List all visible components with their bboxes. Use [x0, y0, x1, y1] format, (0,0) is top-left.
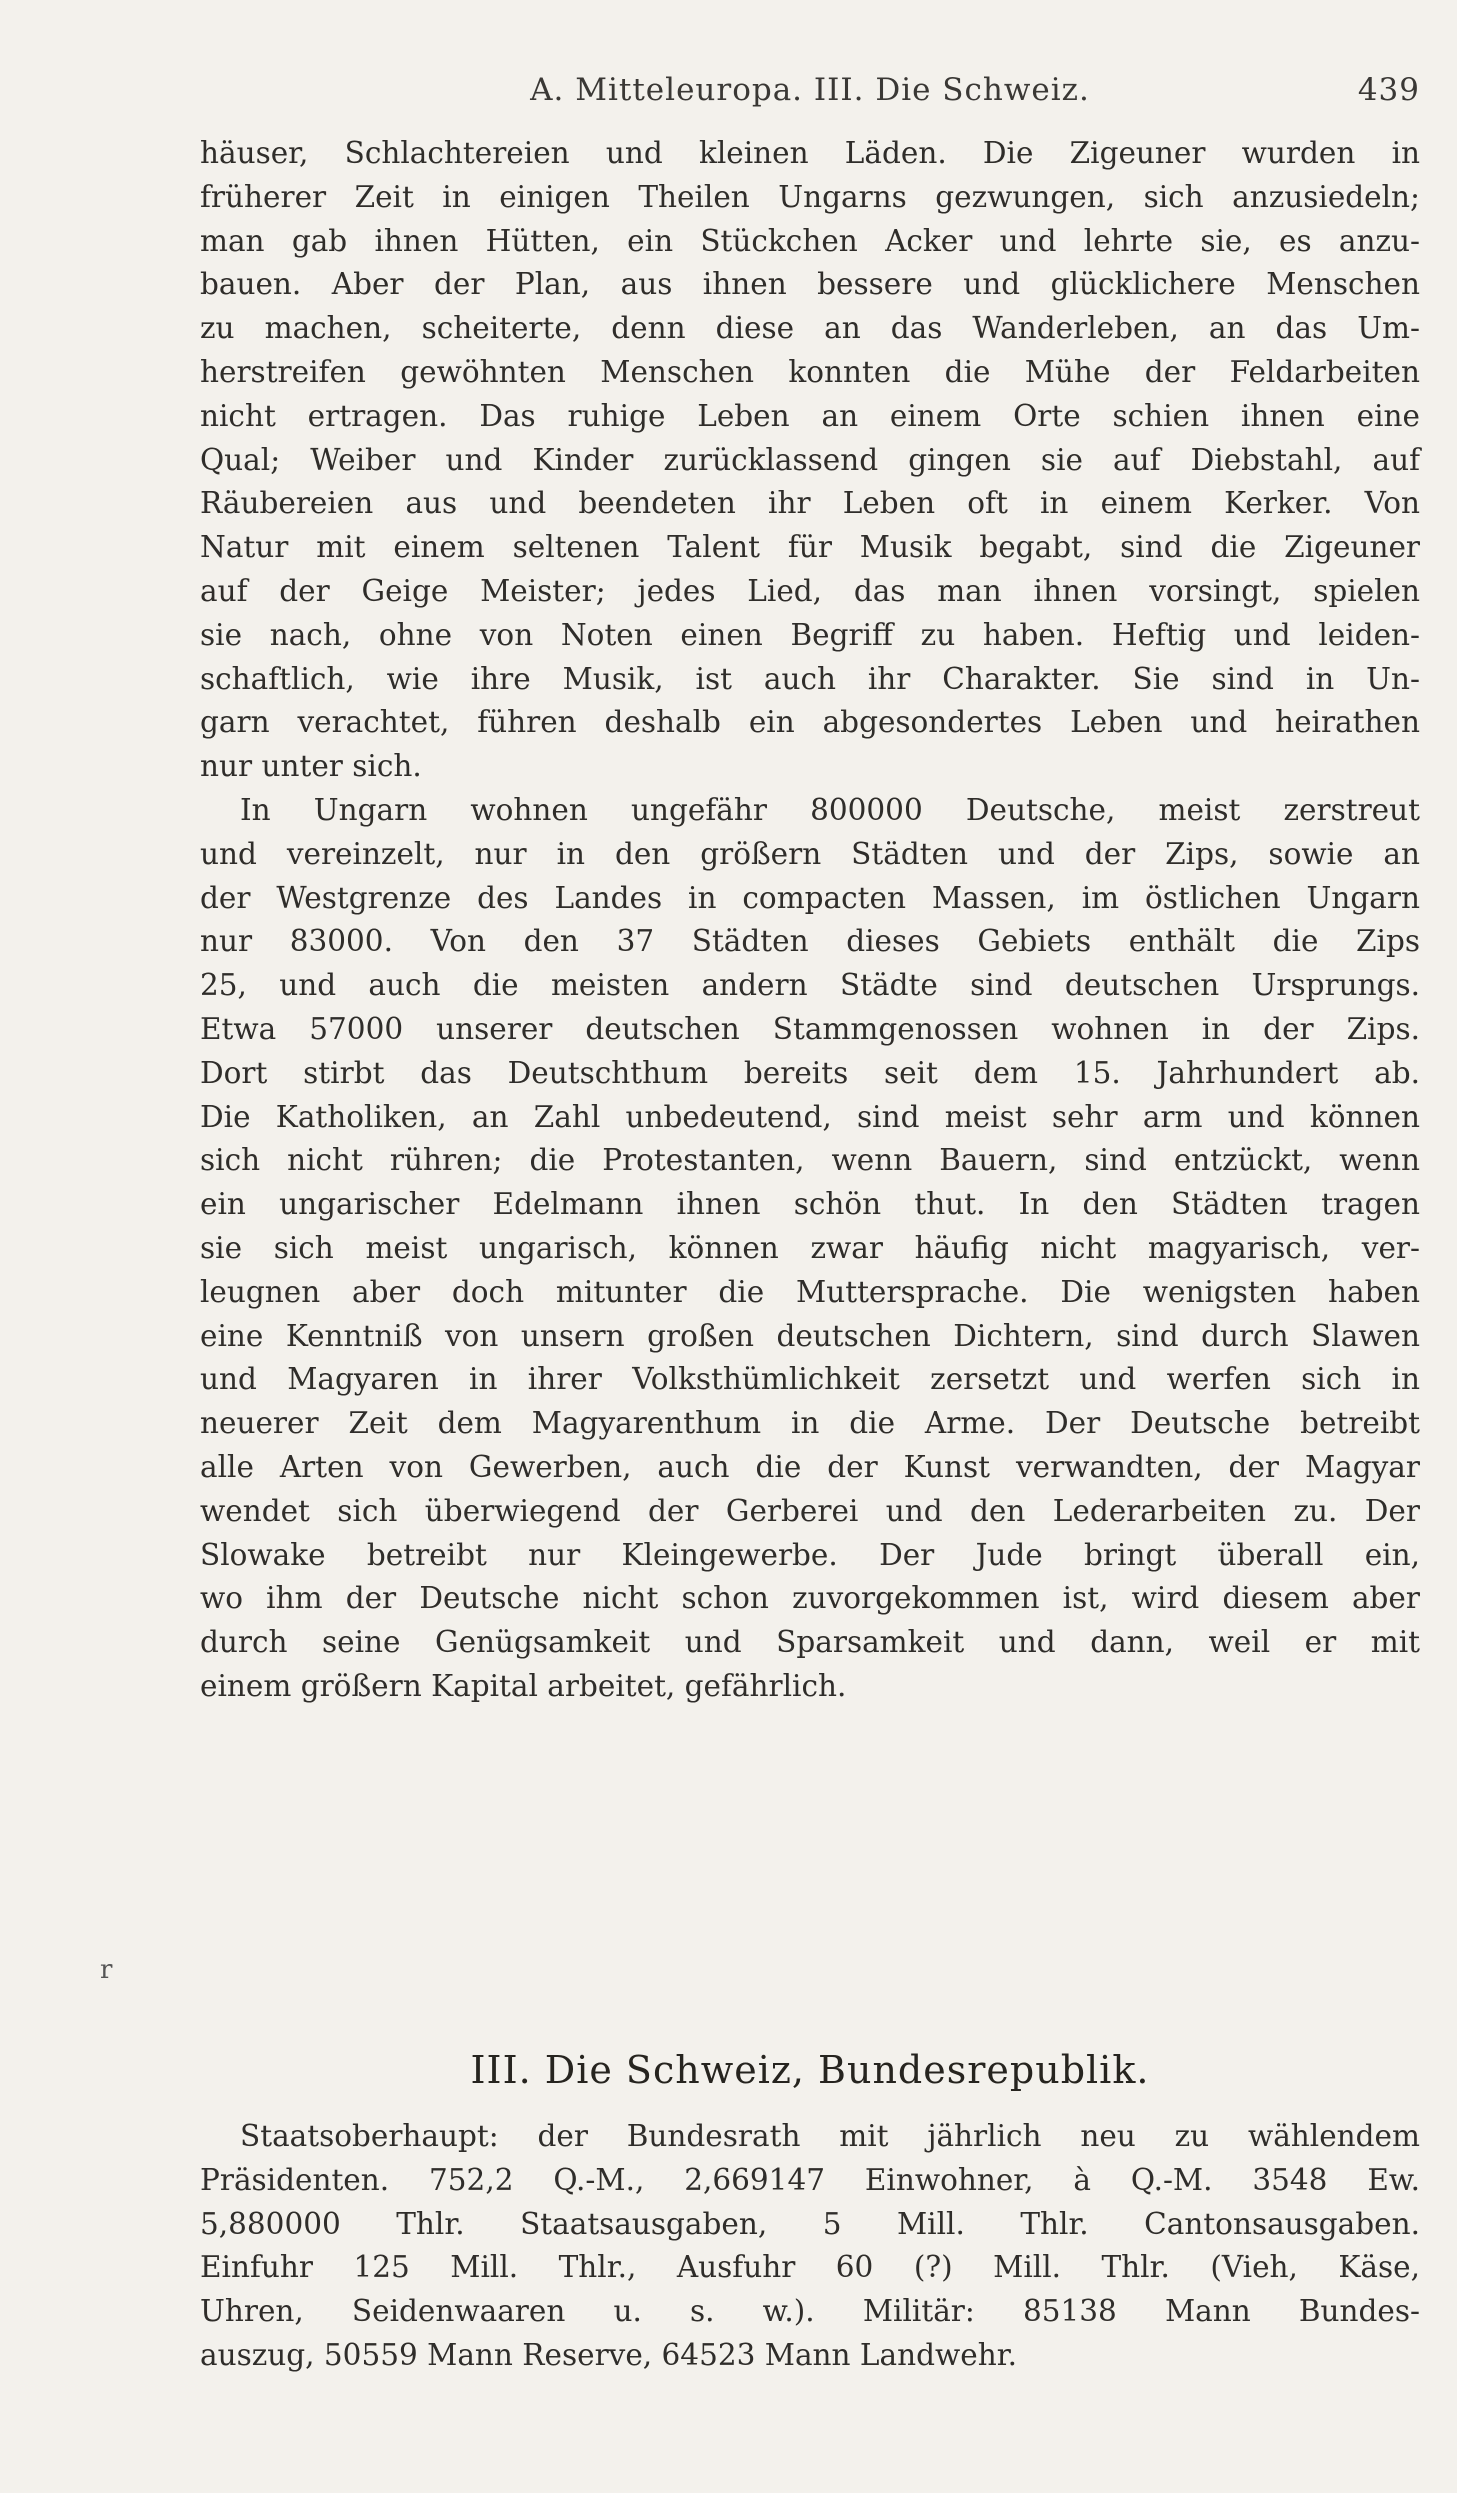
- text-line: Etwa 57000 unserer deutschen Stammgenossen wohnen in der Zips.: [200, 1011, 1420, 1046]
- text-line: durch seine Genügsamkeit und Sparsamkeit und dann, weil er mit: [200, 1625, 1420, 1660]
- text-line: 5,880000 Thlr. Staatsausgaben, 5 Mill. Thlr. Cantonsausgaben.: [200, 2206, 1420, 2241]
- text-line: sich nicht rühren; die Protestanten, wenn Bauern, sind entzückt, wenn: [200, 1143, 1420, 1178]
- text-line: bauen. Aber der Plan, aus ihnen bessere und glücklichere Menschen: [200, 267, 1420, 302]
- paragraph: [200, 132, 1420, 789]
- text-line: leugnen aber doch mitunter die Muttersprache. Die wenigsten haben: [200, 1274, 1420, 1309]
- text-line: der Westgrenze des Landes in compacten Massen, im östlichen Ungarn: [200, 880, 1420, 915]
- text-line: Dort stirbt das Deutschthum bereits seit dem 15. Jahrhundert ab.: [200, 1055, 1420, 1090]
- text-line: Qual; Weiber und Kinder zurücklassend gingen sie auf Diebstahl, auf: [200, 442, 1420, 477]
- text-line: garn verachtet, führen deshalb ein abgesondertes Leben und heirathen: [200, 705, 1420, 740]
- running-head-title: A. Mitteleuropa. III. Die Schweiz.: [530, 72, 1090, 108]
- text-line: auszug, 50559 Mann Reserve, 64523 Mann Landwehr.: [200, 2337, 1017, 2372]
- text-line: nur 83000. Von den 37 Städten dieses Gebiets enthält die Zips: [200, 924, 1420, 959]
- text-line: alle Arten von Gewerben, auch die der Kunst verwandten, der Magyar: [200, 1449, 1420, 1484]
- text-line: Natur mit einem seltenen Talent für Musik begabt, sind die Zigeuner: [200, 530, 1420, 565]
- text-line: häuser, Schlachtereien und kleinen Läden. Die Zigeuner wurden in: [200, 136, 1420, 170]
- text-line: sie sich meist ungarisch, können zwar häufig nicht magyarisch, ver-: [200, 1230, 1420, 1265]
- section-heading: III. Die Schweiz, Bundesrepublik.: [470, 2048, 1150, 2092]
- text-line: Die Katholiken, an Zahl unbedeutend, sind meist sehr arm und können: [200, 1099, 1420, 1134]
- text-line: nur unter sich.: [200, 749, 422, 784]
- paragraph: [200, 789, 1420, 1709]
- text-line: ein ungarischer Edelmann ihnen schön thut. In den Städten tragen: [200, 1187, 1420, 1222]
- text-line: wendet sich überwiegend der Gerberei und den Lederarbeiten zu. Der: [200, 1493, 1420, 1528]
- page-number: 439: [1357, 72, 1420, 108]
- text-line: und Magyaren in ihrer Volksthümlichkeit zersetzt und werfen sich in: [200, 1362, 1420, 1397]
- text-line: früherer Zeit in einigen Theilen Ungarns gezwungen, sich anzusiedeln;: [200, 179, 1420, 214]
- text-line: Einfuhr 125 Mill. Thlr., Ausfuhr 60 (?) Mill. Thlr. (Vieh, Käse,: [200, 2250, 1420, 2285]
- body-text: [200, 132, 1420, 1709]
- text-line: Räubereien aus und beendeten ihr Leben oft in einem Kerker. Von: [200, 486, 1420, 521]
- text-line: In Ungarn wohnen ungefähr 800000 Deutsche, meist zerstreut: [240, 792, 1420, 827]
- text-line: Uhren, Seidenwaaren u. s. w.). Militär: 85138 Mann Bundes-: [200, 2294, 1420, 2329]
- text-line: auf der Geige Meister; jedes Lied, das man ihnen vorsingt, spielen: [200, 573, 1420, 608]
- text-line: zu machen, scheiterte, denn diese an das Wanderleben, an das Um-: [200, 311, 1420, 346]
- text-line: eine Kenntniß von unsern großen deutschen Dichtern, sind durch Slawen: [200, 1318, 1420, 1353]
- text-line: wo ihm der Deutsche nicht schon zuvorgekommen ist, wird diesem aber: [200, 1581, 1420, 1616]
- text-line: einem größern Kapital arbeitet, gefährlich.: [200, 1668, 847, 1703]
- text-line: herstreifen gewöhnten Menschen konnten die Mühe der Feldarbeiten: [200, 354, 1420, 389]
- section-statistics: [200, 2115, 1420, 2378]
- text-line: 25, und auch die meisten andern Städte sind deutschen Ursprungs.: [200, 968, 1420, 1003]
- text-line: nicht ertragen. Das ruhige Leben an einem Orte schien ihnen eine: [200, 398, 1420, 433]
- text-line: schaftlich, wie ihre Musik, ist auch ihr Charakter. Sie sind in Un-: [200, 661, 1420, 696]
- text-line: Slowake betreibt nur Kleingewerbe. Der Jude bringt überall ein,: [200, 1537, 1420, 1572]
- text-line: neuerer Zeit dem Magyarenthum in die Arme. Der Deutsche betreibt: [200, 1406, 1420, 1441]
- text-line: sie nach, ohne von Noten einen Begriff zu haben. Heftig und leiden-: [200, 617, 1420, 652]
- text-line: Präsidenten. 752,2 Q.-M., 2,669147 Einwohner, à Q.-M. 3548 Ew.: [200, 2162, 1420, 2197]
- text-line: Staatsoberhaupt: der Bundesrath mit jährlich neu zu wählendem: [240, 2119, 1420, 2153]
- text-line: man gab ihnen Hütten, ein Stückchen Acker und lehrte sie, es anzu-: [200, 223, 1420, 258]
- running-head: [200, 72, 1420, 108]
- text-line: und vereinzelt, nur in den größern Städten und der Zips, sowie an: [200, 836, 1420, 871]
- margin-mark: r: [100, 1955, 113, 1985]
